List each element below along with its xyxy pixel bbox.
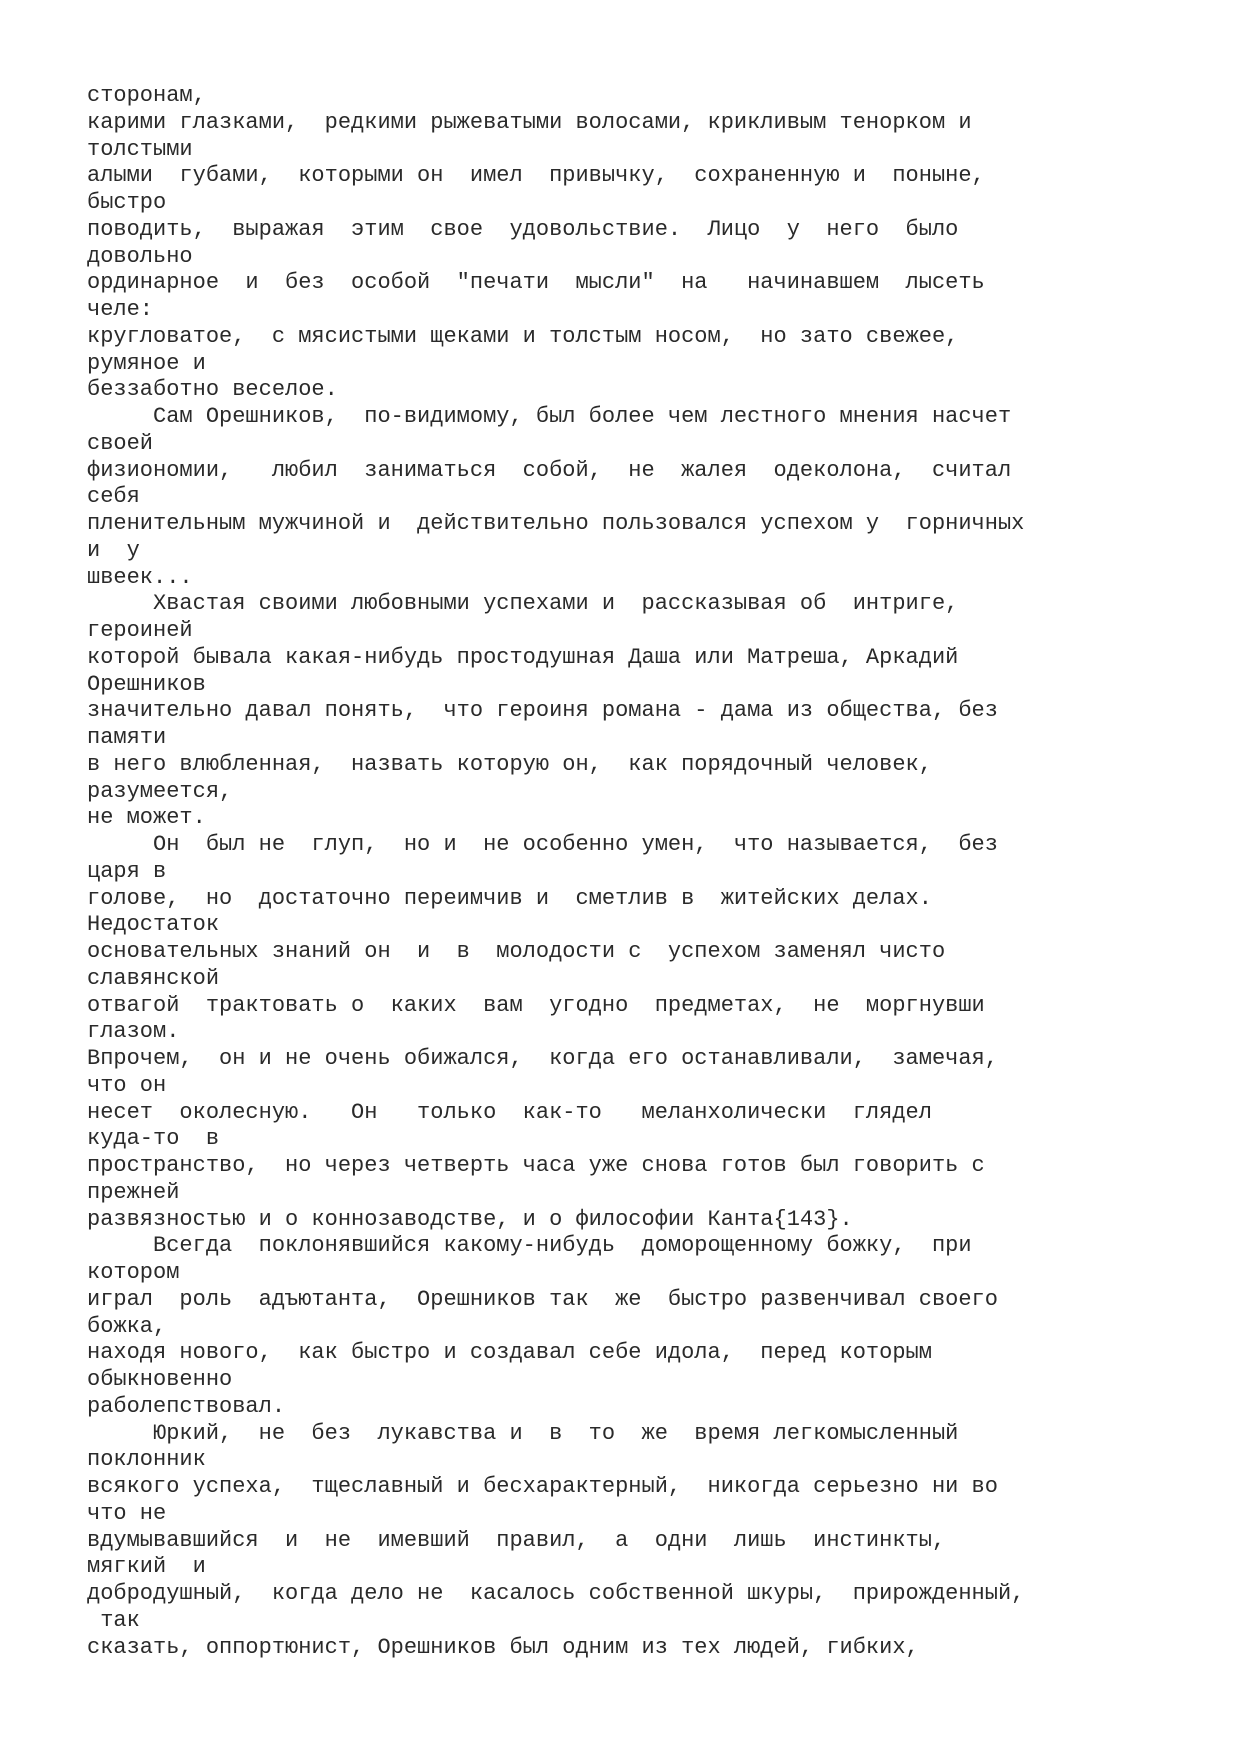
text-line — [87, 1688, 1207, 1715]
text-line: играл роль адъютанта, Орешников так же быстро развенчивал своего — [87, 1286, 998, 1312]
text-line: разумеется, — [87, 778, 233, 804]
text-line: всякого успеха, тщеславный и бесхарактерный, никогда серьезно ни во — [87, 1474, 998, 1499]
text-line: которой бывала какая-нибудь простодушная Даша или Матреша, Аркадий — [87, 644, 959, 670]
text-line: и у — [87, 537, 140, 563]
text-line: пространство, но через четверть часа уже снова готов был говорить с — [87, 1153, 985, 1178]
text-line: глазом. — [87, 1019, 180, 1045]
text-line: пленительным мужчиной и действительно пользовался успехом у горничных — [87, 511, 1025, 536]
text-line: что не — [87, 1500, 167, 1526]
text-line: раболепствовал. — [87, 1393, 286, 1419]
text-line: памяти — [87, 725, 167, 750]
text-line: вдумывавшийся и не имевший правил, а одни лишь инстинкты, — [87, 1527, 946, 1553]
text-line: героиней — [87, 618, 193, 643]
text-line: Впрочем, он и не очень обижался, когда его останавливали, замечая, — [87, 1046, 998, 1071]
text-line: обыкновенно — [87, 1367, 233, 1392]
text-line: развязностью и о коннозаводстве, и о философии Канта{143}. — [87, 1206, 853, 1232]
text-line: поводить, выражая этим свое удовольствие. Лицо у него было — [87, 216, 959, 242]
text-line: Юркий, не без лукавства и в то же время легкомысленный — [87, 1420, 959, 1446]
text-line: прежней — [87, 1179, 180, 1205]
text-line: румяное и — [87, 350, 206, 376]
text-line: толстыми — [87, 136, 193, 162]
text-line: поклонник — [87, 1447, 206, 1473]
text-line — [87, 1661, 1207, 1688]
text-line: ординарное и без особой "печати мысли" на начинавшем лысеть — [87, 270, 985, 296]
text-line: куда-то в — [87, 1126, 220, 1152]
text-line: своей — [87, 430, 154, 456]
text-line: Сам Орешников, по-видимому, был более чем лестного мнения насчет — [87, 404, 1012, 429]
text-line: добродушный, когда дело не касалось собственной шкуры, прирожденный, — [87, 1581, 1025, 1606]
text-line: беззаботно веселое. — [87, 377, 338, 403]
text-line: божка, — [87, 1313, 167, 1339]
text-line: Он был не глуп, но и не особенно умен, что называется, без — [87, 832, 998, 857]
text-line: в него влюбленная, назвать которую он, как порядочный человек, — [87, 751, 932, 777]
text-line: котором — [87, 1260, 180, 1285]
text-line: карими глазками, редкими рыжеватыми волосами, крикливым тенорком и — [87, 109, 972, 135]
text-line: Хвастая своими любовными успехами и рассказывая об интриге, — [87, 591, 959, 617]
text-line: Недостаток — [87, 912, 220, 938]
text-line: так — [87, 1607, 140, 1633]
text-line: мягкий и — [87, 1554, 206, 1580]
text-line: алыми губами, которыми он имел привычку, сохраненную и поныне, — [87, 163, 985, 189]
text-line: Орешников — [87, 671, 206, 697]
text-line: не может. — [87, 805, 206, 831]
text-line: сказать, оппортюнист, Орешников был одним из тех людей, гибких, — [87, 1634, 919, 1660]
text-line: кругловатое, с мясистыми щеками и толстым носом, но зато свежее, — [87, 323, 959, 349]
document-page — [87, 83, 1207, 1715]
text-line: что он — [87, 1072, 167, 1098]
text-line: находя нового, как быстро и создавал себе идола, перед которым — [87, 1340, 932, 1366]
text-line: славянской — [87, 965, 220, 991]
text-line: основательных знаний он и в молодости с успехом заменял чисто — [87, 939, 946, 964]
text-line: царя в — [87, 858, 167, 884]
text-line: сторонам, — [87, 83, 206, 108]
text-line: быстро — [87, 190, 167, 215]
text-line: швеек... — [87, 564, 193, 590]
text-line: физиономии, любил заниматься собой, не жалея одеколона, считал — [87, 457, 1012, 483]
text-line: отвагой трактовать о каких вам угодно предметах, не моргнувши — [87, 992, 985, 1018]
text-line: довольно — [87, 243, 193, 269]
text-line: несет околесную. Он только как-то меланхолически глядел — [87, 1099, 932, 1125]
text-line: Всегда поклонявшийся какому-нибудь доморощенному божку, при — [87, 1233, 972, 1259]
text-line: голове, но достаточно переимчив и сметлив в житейских делах. — [87, 885, 932, 911]
text-line: челе: — [87, 297, 154, 322]
text-line: себя — [87, 484, 140, 510]
text-line: значительно давал понять, что героиня романа - дама из общества, без — [87, 698, 998, 724]
